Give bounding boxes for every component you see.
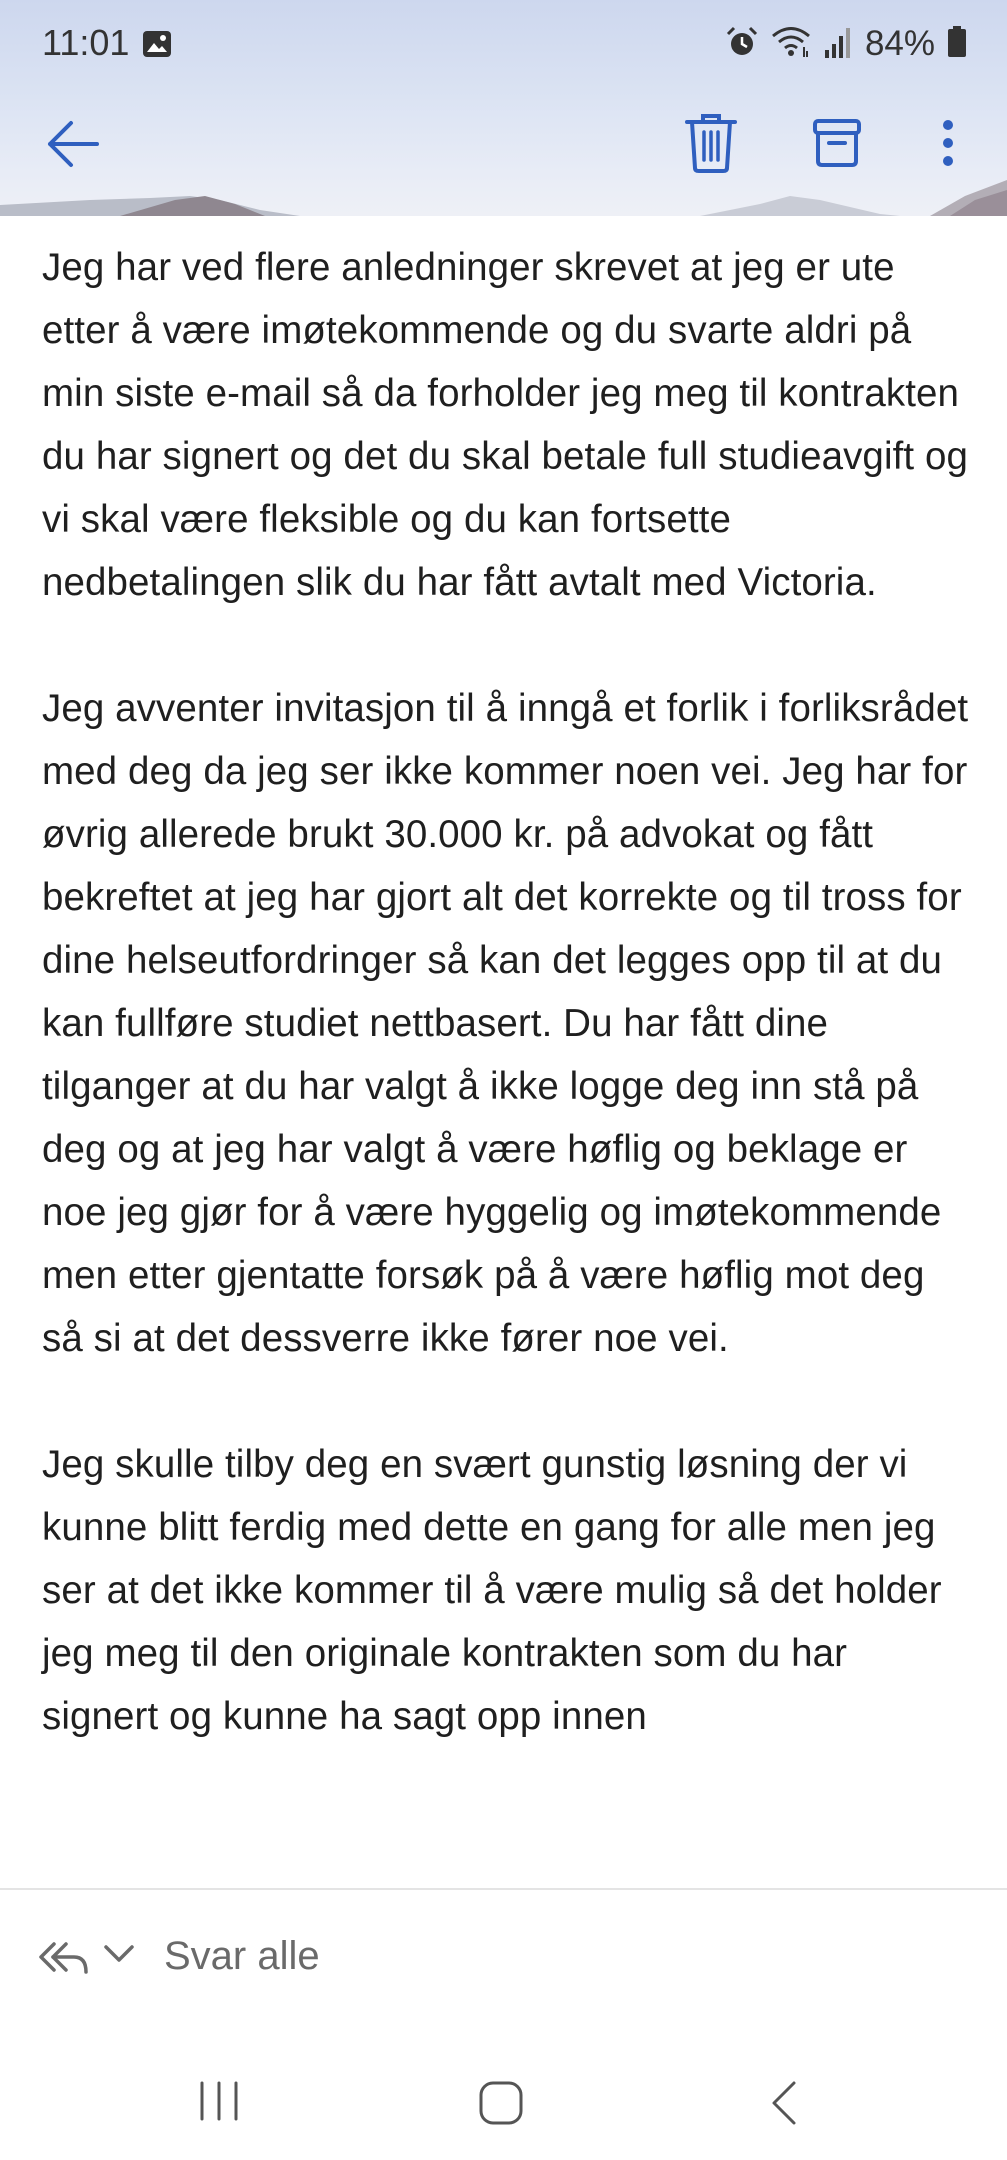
battery-icon <box>947 26 967 63</box>
alarm-icon <box>725 25 759 64</box>
email-paragraph: Jeg skulle tilby deg en svært gunstig løsning der vi kunne blitt ferdig med dette en gang for alle men jeg ser at det ikke kommer til å være mulig så det holder jeg meg til den originale kontrakten som du har signert og kunne ha sagt opp innen <box>42 1443 942 1738</box>
status-time: 11:01 <box>42 22 130 63</box>
email-body-scroll[interactable] <box>0 216 1007 1888</box>
delete-button[interactable] <box>676 106 746 180</box>
more-options-button[interactable] <box>930 108 966 178</box>
back-arrow-icon <box>45 119 101 169</box>
back-icon <box>766 2080 800 2126</box>
email-paragraph: Jeg avventer invitasjon til å inngå et forlik i forliksrådet med deg da jeg ser ikke kommer noen vei. Jeg har for øvrig allerede brukt 30.000 kr. på advokat og fått bekreftet at jeg har gjort alt det korrekte og til tross for dine helseutfordringer så kan det legges opp til at du kan fullføre studiet nettbasert. Du har fått dine tilganger at du har valgt å ikke logge deg inn stå på deg og at jeg har valgt å være høflig og beklage er noe jeg gjør for å være hyggelig og imøtekommende men etter gjentatte forsøk på å være høflig mot deg så si at det dessverre ikke fører noe vei. <box>42 687 969 1360</box>
home-button[interactable] <box>478 2080 524 2126</box>
header-backdrop <box>0 0 1007 216</box>
navigation-bar <box>0 2040 1007 2160</box>
reply-bar <box>0 1890 1007 2040</box>
reply-all-button[interactable]: Svar alle <box>164 1934 320 1978</box>
recent-apps-icon <box>196 2080 242 2122</box>
nav-back-button[interactable] <box>766 2080 800 2126</box>
wifi-icon <box>771 25 811 64</box>
archive-button[interactable] <box>802 108 872 178</box>
reply-all-icon[interactable] <box>38 1938 90 1983</box>
email-paragraph: Jeg har ved flere anledninger skrevet at jeg er ute etter å være imøtekommende og du svarte aldri på min siste e-mail så da forholder jeg meg til kontrakten du har signert og det du skal betale full studieavgift og vi skal være fleksible og du kan fortsette nedbetalingen slik du har fått avtalt med Victoria. <box>42 246 969 604</box>
more-vertical-icon <box>941 118 955 168</box>
chevron-down-icon[interactable] <box>102 1942 136 1971</box>
status-bar <box>0 0 1007 92</box>
gallery-icon <box>142 30 172 63</box>
battery-percent: 84% <box>864 24 935 63</box>
email-body <box>42 236 972 1811</box>
trash-icon <box>684 112 738 174</box>
archive-icon <box>812 117 862 169</box>
signal-icon <box>823 26 853 63</box>
app-bar <box>0 100 1007 190</box>
back-button[interactable] <box>38 114 108 174</box>
recent-apps-button[interactable] <box>196 2080 242 2122</box>
home-icon <box>478 2080 524 2126</box>
